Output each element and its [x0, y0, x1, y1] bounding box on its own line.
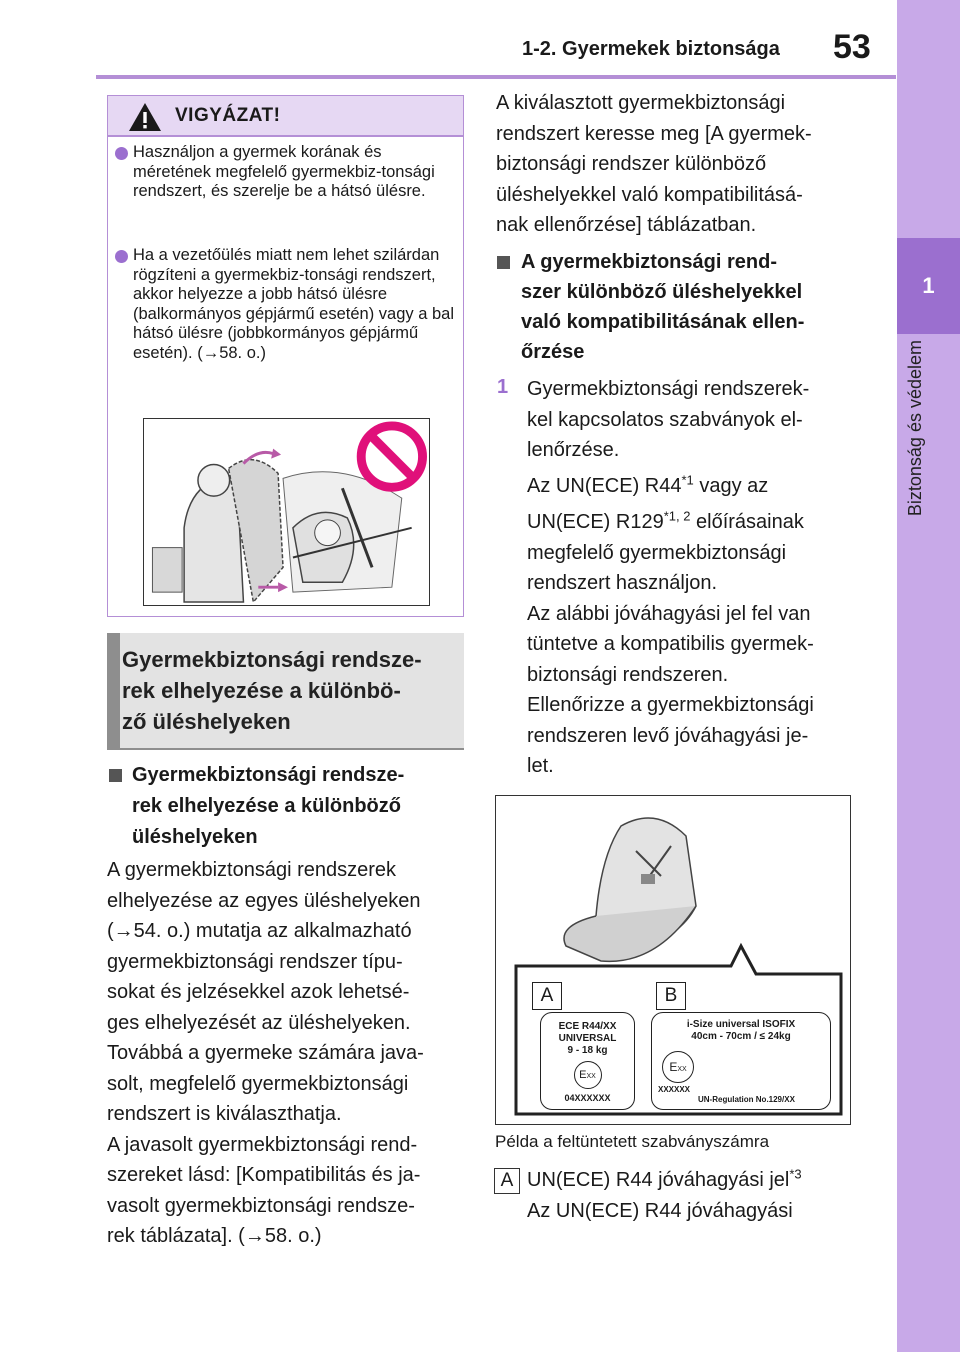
section-heading-bar — [107, 633, 120, 750]
left-paragraph: A gyermekbiztonsági rendszerek elhelyezése az egyes üléshelyeken (→54. o.) mutatja az alkalmazható gyermekbiztonsági rendszer típu- sokat és jelzésekkel azok lehetsé- ges elhelyezését az üléshelyeken. Továbbá a gyermeke számára java- solt, megfelelő gyermekbiztonsági rendszert is kiválaszthatja. A javasolt gyermekbiztonsági rend- szereket lásd: [Kompatibilitás és ja- vasolt gyermekbiztonsági rendsze- rek táblázata]. (→58. o.) — [107, 859, 424, 1247]
r44-approval-label: ECE R44/XX UNIVERSAL 9 - 18 kg EXX 04XXXXXX — [540, 1012, 635, 1110]
warning-bullet-icon — [115, 250, 128, 263]
e-mark-icon: EXX — [662, 1051, 694, 1083]
chapter-title: 1-2. Gyermekek biztonsága — [522, 38, 780, 60]
step-number: 1 — [497, 376, 509, 398]
section-heading-underline — [120, 748, 464, 750]
figure-caption: Példa a feltüntetett szabványszámra — [495, 1132, 770, 1151]
step-1-text: Gyermekbiztonsági rendszerek- kel kapcsolatos szabványok el- lenőrzése. Az UN(ECE) R44$^{*1}$ vagy az UN(ECE) R129$^{*1, 2}$ előírásainak megfelelő gyermekbiztonsági rendszert használjon. Az alábbi jóváhagyási jel fel van tüntetve a kompatibilis gyermek- biztonsági rendszeren. Ellenőrizze a gyermekbiztonsági rendszeren levő jóváhagyási je- let. — [527, 378, 814, 777]
side-tab-chapter-number: 1 — [897, 238, 960, 334]
subheading-square-icon — [109, 769, 122, 782]
warning-item-2: Ha a vezetőülés miatt nem lehet szilárdan rögzíteni a gyermekbiz-tonsági rendszert, akkor helyezze a jobb hátsó ülésre (balkormányos gépjármű esetén) vagy a bal hátsó ülésre (jobbkormányos gépjármű esetén). (→58. o.) — [133, 246, 455, 362]
side-tab-chapter-name: Biztonság és védelem — [905, 340, 925, 517]
label-b-marker: B — [656, 982, 686, 1010]
warning-bullet-icon — [115, 147, 128, 160]
item-a-marker: A — [494, 1168, 520, 1194]
subheading-square-icon — [497, 256, 510, 269]
label-a-marker: A — [532, 982, 562, 1010]
right-subheading: A gyermekbiztonsági rend- szer különböző üléshelyekkel való kompatibilitásának ellen- őrzése — [521, 251, 805, 363]
e-mark-icon: EXX — [574, 1061, 602, 1089]
approval-label-figure — [495, 795, 851, 1125]
warning-title: VIGYÁZAT! — [175, 105, 281, 126]
side-tab-top — [897, 0, 960, 240]
right-intro-paragraph: A kiválasztott gyermekbiztonsági rendszert keresse meg [A gyermek- biztonsági rendszer különböző üléshelyekkel való kompatibilitásá- nak ellenőrzése] táblázatban. — [496, 92, 812, 236]
warning-item-1: Használjon a gyermek korának és méretének megfelelő gyermekbiz-tonsági rendszert, és szerelje be a hátsó ülésre. — [133, 143, 435, 200]
warning-header-divider — [108, 135, 463, 137]
header-divider — [96, 75, 896, 79]
warning-triangle-icon — [128, 102, 162, 132]
item-a-text: UN(ECE) R44 jóváhagyási jel$^{*3}$ Az UN(ECE) R44 jóváhagyási — [527, 1166, 802, 1222]
left-subheading: Gyermekbiztonsági rendsze- rek elhelyezése a különböző üléshelyeken — [132, 764, 405, 848]
page-number: 53 — [833, 28, 871, 66]
rear-facing-child-seat-warning-illustration — [143, 418, 430, 606]
section-heading: Gyermekbiztonsági rendsze- rek elhelyezése a különbö- ző üléshelyeken — [122, 647, 422, 734]
r129-approval-label: i-Size universal ISOFIX 40cm - 70cm / ≤ 24kg EXX XXXXXX UN-Regulation No.129/XX — [651, 1012, 831, 1110]
